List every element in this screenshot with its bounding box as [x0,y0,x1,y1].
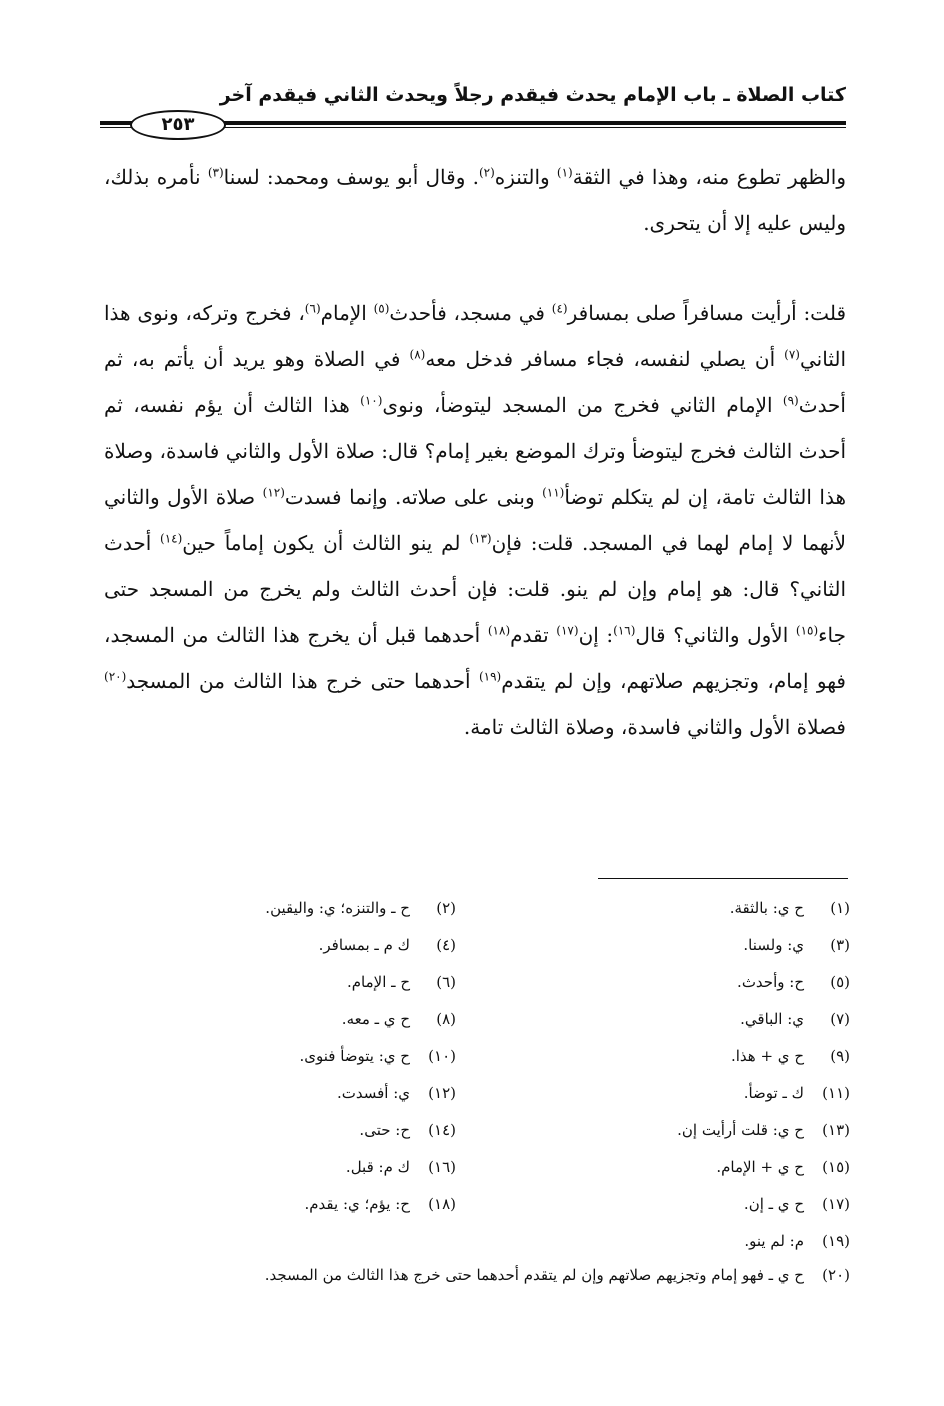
footnote-text: ح ي: يتوضأ فنوى. [299,1047,410,1065]
footnote-number: (٩) [830,1047,850,1065]
footnote-number: (٢٠) [822,1266,850,1284]
footnote-item [480,1112,850,1149]
footnote-item [480,1186,850,1223]
footnote-text: ك م: قبل. [345,1158,410,1176]
running-title: كتاب الصلاة ـ باب الإمام يحدث فيقدم رجلاً ويحدث الثاني فيقدم آخر [219,84,846,106]
footnote-number: (٨) [436,1010,456,1028]
text-run: في مسجد، فأحدث [389,301,552,325]
footnote-item [104,1001,480,1038]
footnote-item [104,1038,480,1075]
footnote-text: ح ي: قلت أرأيت إن. [677,1121,804,1139]
text-run: أن يصلي لنفسه، فجاء مسافر فدخل معه [425,347,785,371]
footnote-reference: (٢) [478,165,495,180]
footnote-text: ح ـ الإمام. [347,973,410,991]
footnote-reference: (١٥) [795,623,819,638]
page-header [100,76,846,140]
footnote-item [104,1112,480,1149]
text-run: صلاة الأول والثاني لأنهما لا إمام لهما في المسجد. قلت: فإن [104,485,846,555]
footnote-number: (٢) [436,899,456,917]
footnote-item [480,1001,850,1038]
footnote-number: (١٣) [822,1121,850,1139]
text-run: أحدث الثاني؟ قال: هو إمام وإن لم ينو. قلت: فإن أحدث الثالث ولم يخرج من المسجد حتى جاء [104,531,847,647]
footnote-text: م: لم ينو. [744,1232,804,1250]
footnote-number: (١١) [822,1084,850,1102]
footnote-item [480,1149,850,1186]
footnote-text: ح ي + الإمام. [716,1158,804,1176]
footnote-reference: (٨) [409,347,426,362]
footnote-reference: (١١) [542,485,565,500]
footnote-number: (١٧) [822,1195,850,1213]
text-run: . وقال أبو يوسف ومحمد: لسنا [223,165,479,189]
footnote-item [104,890,480,927]
footnote-reference: (٦) [304,301,321,316]
paragraph-1 [104,154,846,246]
text-run: الإمام الثاني فخرج من المسجد ليتوضأ، ونوى [382,393,783,417]
footnote-number: (١٤) [428,1121,456,1139]
footnote-reference: (١٨) [487,623,511,638]
text-run: : إن [578,623,614,647]
footnote-item [480,927,850,964]
footnote-grid [104,890,850,1223]
footnote-text: ح ي: بالثقة. [729,899,804,917]
paragraph-2 [104,290,846,750]
footnote-number: (٧) [830,1010,850,1028]
footnote-text: ي: ولسنا. [743,936,804,954]
footnote-number: (١٦) [428,1158,456,1176]
footnote-number: (٦) [436,973,456,991]
footnote-reference: (٣) [207,165,224,180]
footnote-number: (١٢) [428,1084,456,1102]
footnote-item [104,1223,850,1260]
footnote-reference: (٧) [784,347,800,362]
footnote-text: ي: أفسدت. [336,1084,410,1102]
footnote-item [104,927,480,964]
text-run: نأمره بذلك، وليس عليه إلا أن يتحرى. [104,165,846,235]
text-run: والظهر تطوع منه، وهذا في الثقة [572,165,846,189]
footnote-reference: (١٠) [360,393,383,408]
footnote-text: ك ـ توضأ. [743,1084,804,1102]
footnote-text: ي: الباقي. [740,1010,804,1028]
text-run: وبنى على صلاته. وإنما فسدت [284,485,543,509]
footnote-separator [598,878,848,879]
footnote-item [104,1149,480,1186]
footnote-reference: (١٦) [613,623,636,638]
text-run: في الصلاة وهو يريد أن يأتم به، ثم أحدث [104,347,846,417]
footnote-text: ح ي ـ فهو إمام وتجزيهم صلاتهم وإن لم يتقدم أحدهما حتى خرج هذا الثالث من المسجد. [264,1266,804,1284]
footnote-text: ح ي + هذا. [730,1047,804,1065]
footnote-number: (١٥) [822,1158,850,1176]
text-run: لم ينو الثالث أن يكون إماماً حين [182,531,470,555]
text-run: هذا الثالث أن يؤم نفسه، ثم أحدث الثالث فخرج ليتوضأ وترك الموضع بغير إمام؟ قال: صلاة الأول والثاني فاسدة، وصلاة هذا الثالث تامة، إن لم يتكلم توضأ [104,393,847,509]
footnote-number: (١) [830,899,850,917]
text-run: قلت: أرأيت مسافراً صلى بمسافر [567,301,847,325]
text-run: والتنزه [494,165,557,189]
footnote-number: (٥) [830,973,850,991]
text-run: فصلاة الأول والثاني فاسدة، وصلاة الثالث تامة. [463,715,846,739]
text-run: ، فخرج وتركه، ونوى هذا الثاني [104,301,846,371]
footnote-reference: (٢٠) [104,669,127,684]
footnote-reference: (٩) [782,393,799,408]
footnotes [104,890,850,1290]
footnote-reference: (١٢) [262,485,285,500]
footnote-reference: (١٧) [556,623,579,638]
footnote-reference: (٥) [373,301,390,316]
footnote-reference: (٤) [551,301,568,316]
text-run: الأول والثاني؟ قال [635,623,796,647]
text-run: تقدم [510,623,557,647]
footnote-item [104,1260,850,1290]
footnote-item [480,964,850,1001]
footnote-item [480,1075,850,1112]
footnote-reference: (١٩) [478,669,502,684]
text-run: أحدهما قبل أن يخرج هذا الثالث من المسجد، فهو إمام، وتجزيهم صلاتهم، وإن لم يتقدم [104,623,846,693]
footnote-text: ح ي ـ إن. [743,1195,804,1213]
footnote-number: (١٠) [428,1047,456,1065]
text-run: أحدهما حتى خرج هذا الثالث من المسجد [126,669,479,693]
footnote-item [104,1186,480,1223]
footnote-text: ح: وأحدث. [737,973,804,991]
footnote-text: ح: يؤم؛ ي: يقدم. [304,1195,410,1213]
footnote-number: (١٩) [822,1232,850,1250]
footnote-text: ح: حتى. [359,1121,410,1139]
footnote-text: ك م ـ بمسافر. [318,936,410,954]
footnote-item [104,964,480,1001]
footnote-item [480,1038,850,1075]
footnote-reference: (١٣) [469,531,492,546]
page-number: ٢٥٣ [130,110,226,140]
footnote-number: (٣) [830,936,850,954]
footnote-item [104,1075,480,1112]
footnote-text: ح ي ـ معه. [341,1010,410,1028]
footnote-reference: (١٤) [160,531,183,546]
footnote-text: ح ـ والتنزه؛ ي: واليقين. [265,899,410,917]
footnote-number: (١٨) [428,1195,456,1213]
footnote-item [480,890,850,927]
footnote-reference: (١) [556,165,573,180]
footnote-number: (٤) [436,936,456,954]
text-run: الإمام [320,301,374,325]
